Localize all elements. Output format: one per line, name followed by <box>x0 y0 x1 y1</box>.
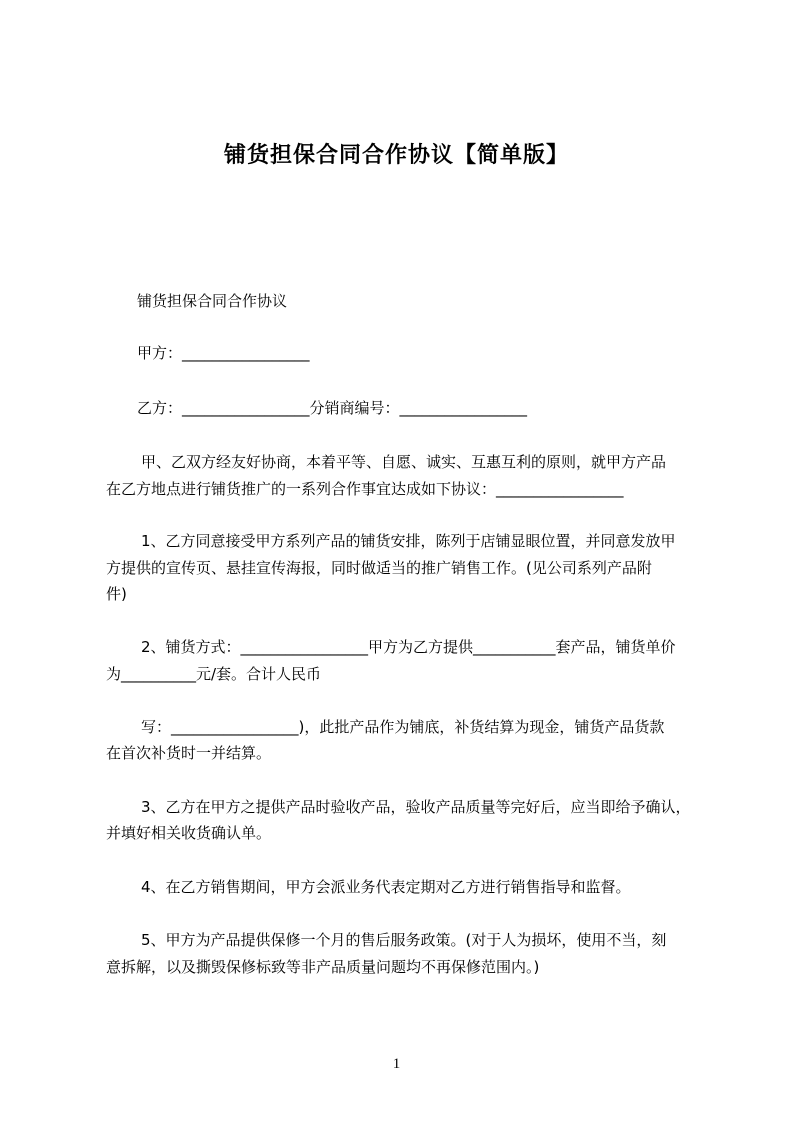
clause-5-line-2: 意拆解，以及撕毁保修标致等非产品质量问题均不再保修范围内。) <box>106 958 540 976</box>
page-number: 1 <box>392 1056 401 1072</box>
agreement-subtitle: 铺货担保合同合作协议 <box>137 292 288 310</box>
party-a-line: 甲方：_________________ <box>137 344 310 362</box>
party-b-line: 乙方：_________________分销商编号：_________________ <box>137 399 528 417</box>
clause-1-line-1: 1、乙方同意接受甲方系列产品的铺货安排，陈列于店铺显眼位置，并同意发放甲 <box>141 532 676 550</box>
clause-5-line-1: 5、甲方为产品提供保修一个月的售后服务政策。(对于人为损坏，使用不当，刻 <box>141 931 667 949</box>
clause-3-line-1: 3、乙方在甲方之提供产品时验收产品，验收产品质量等完好后，应当即给予确认， <box>141 798 691 816</box>
clause-2-line-1: 2、铺货方式：_________________甲方为乙方提供___________套产品，铺货单价 <box>141 638 676 656</box>
clause-1-line-2: 方提供的宣传页、悬挂宣传海报，同时做适当的推广销售工作。(见公司系列产品附 <box>106 559 652 577</box>
clause-3-line-2: 并填好相关收货确认单。 <box>106 824 272 842</box>
clause-4-line-1: 4、在乙方销售期间，甲方会派业务代表定期对乙方进行销售指导和监督。 <box>141 878 631 896</box>
intro-paragraph-line-2: 在乙方地点进行铺货推广的一系列合作事宜达成如下协议：_________________ <box>106 480 624 498</box>
clause-2-line-4: 在首次补货时一并结算。 <box>106 744 272 762</box>
clause-2-line-2: 为__________元/套。合计人民币 <box>106 665 322 683</box>
intro-paragraph-line-1: 甲、乙双方经友好协商，本着平等、自愿、诚实、互惠互利的原则，就甲方产品 <box>141 453 667 471</box>
clause-2-line-3: 写：_________________)，此批产品作为铺底，补货结算为现金，铺货产品货款 <box>141 718 665 736</box>
clause-1-line-3: 件) <box>106 585 127 603</box>
document-title: 铺货担保合同合作协议【简单版】 <box>223 143 569 168</box>
